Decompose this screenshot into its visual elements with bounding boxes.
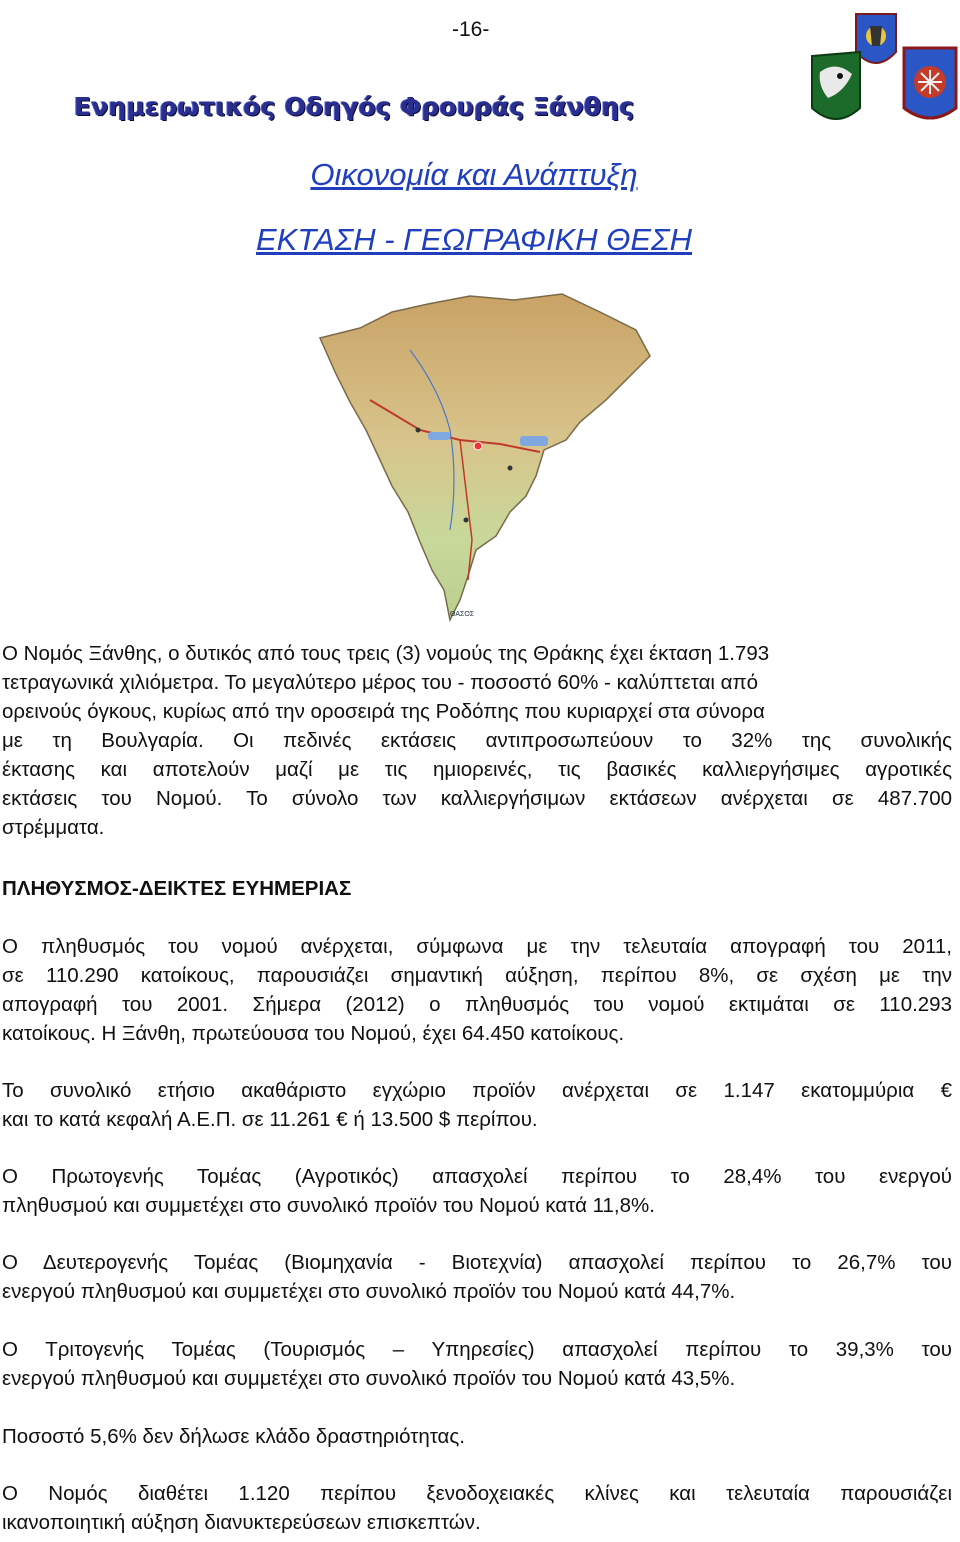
paragraph-line: εκτάσεις του Νομού. Το σύνολο των καλλιεργήσιμων εκτάσεων ανέρχεται σε 487.700 [2, 787, 952, 810]
paragraph-line: Ποσοστό 5,6% δεν δήλωσε κλάδο δραστηριότητας. [2, 1425, 465, 1448]
paragraph-line: Ο Νομός Ξάνθης, ο δυτικός από τους τρεις (3) νομούς της Θράκης έχει έκταση 1.793 [2, 642, 770, 665]
paragraph-line: Το συνολικό ετήσιο ακαθάριστο εγχώριο προϊόν ανέρχεται σε 1.147 εκατομμύρια € [2, 1079, 952, 1102]
guide-banner: Ενημερωτικός Οδηγός Φρουράς Ξάνθης [74, 92, 635, 121]
paragraph-line: Ο Τριτογενής Τομέας (Τουρισμός – Υπηρεσίες) απασχολεί περίπου το 39,3% του [2, 1338, 952, 1361]
paragraph-line: Ο Δευτερογενής Τομέας (Βιομηχανία - Βιοτεχνία) απασχολεί περίπου το 26,7% του [2, 1251, 952, 1274]
page-number: -16- [452, 18, 490, 41]
paragraph-line: ενεργού πληθυσμού και συμμετέχει στο συνολικό προϊόν του Νομού κατά 43,5%. [2, 1367, 736, 1390]
paragraph-line: και το κατά κεφαλή Α.Ε.Π. σε 11.261 € ή 13.500 $ περίπου. [2, 1108, 538, 1131]
paragraph-line: τετραγωνικά χιλιόμετρα. Το μεγαλύτερο μέρος του - ποσοστό 60% - καλύπτεται από [2, 671, 759, 694]
paragraph-line: ικανοποιητική αύξηση διανυκτερεύσεων επισκεπτών. [2, 1511, 481, 1534]
paragraph-line: ορεινούς όγκους, κυρίως από την οροσειρά της Ροδόπης που κυριαρχεί στα σύνορα [2, 700, 765, 723]
population-heading: ΠΛΗΘΥΣΜΟΣ-ΔΕΙΚΤΕΣ ΕΥΗΜΕΡΙΑΣ [2, 877, 352, 900]
shield-emblem-top-icon [856, 14, 896, 63]
paragraph-line: Ο πληθυσμός του νομού ανέρχεται, σύμφωνα με την τελευταία απογραφή του 2011, [2, 935, 952, 958]
page-title: Οικονομία και Ανάπτυξη [310, 157, 638, 192]
paragraph-line: με τη Βουλγαρία. Οι πεδινές εκτάσεις αντιπροσωπεύουν το 32% της συνολικής [2, 729, 952, 752]
prefecture-outline [320, 294, 650, 620]
section-title-area-geography: ΕΚΤΑΣΗ - ΓΕΩΓΡΑΦΙΚΗ ΘΕΣΗ [255, 222, 693, 257]
paragraph-line: κατοίκους. Η Ξάνθη, πρωτεύουσα του Νομού, έχει 64.450 κατοίκους. [2, 1022, 625, 1045]
paragraph-line: ενεργού πληθυσμού και συμμετέχει στο συνολικό προϊόν του Νομού κατά 44,7%. [2, 1280, 736, 1303]
town-marker [464, 518, 469, 523]
paragraph-line: απογραφή του 2001. Σήμερα (2012) ο πληθυσμός του νομού εκτιμάται σε 110.293 [2, 993, 952, 1016]
lake-vistonida [520, 436, 548, 446]
town-marker [416, 428, 421, 433]
map-label: ΘΑΣΟΣ [450, 611, 475, 618]
paragraph-line: Ο Πρωτογενής Τομέας (Αγροτικός) απασχολεί περίπου το 28,4% του ενεργού [2, 1165, 952, 1188]
lake-small [428, 432, 450, 440]
paragraph-line: έκτασης και αποτελούν μαζί με τις ημιορεινές, τις βασικές καλλιεργήσιμες αγροτικές [2, 758, 952, 781]
town-marker [508, 466, 513, 471]
paragraph-line: στρέμματα. [2, 816, 105, 839]
paragraph-line: πληθυσμού και συμμετέχει στο συνολικό προϊόν του Νομού κατά 11,8%. [2, 1194, 655, 1217]
paragraph-line: Ο Νομός διαθέτει 1.120 περίπου ξενοδοχειακές κλίνες και τελευταία παρουσιάζει [2, 1482, 952, 1505]
xanthi-prefecture-map [300, 290, 660, 625]
city-marker-xanthi [474, 442, 482, 450]
unit-shield-icon [904, 48, 956, 118]
paragraph-line: σε 110.290 κατοίκους, παρουσιάζει σημαντική αύξηση, περίπου 8%, σε σχέση με την [2, 964, 952, 987]
eagle-badge-icon [812, 52, 860, 119]
military-emblems [808, 12, 960, 130]
